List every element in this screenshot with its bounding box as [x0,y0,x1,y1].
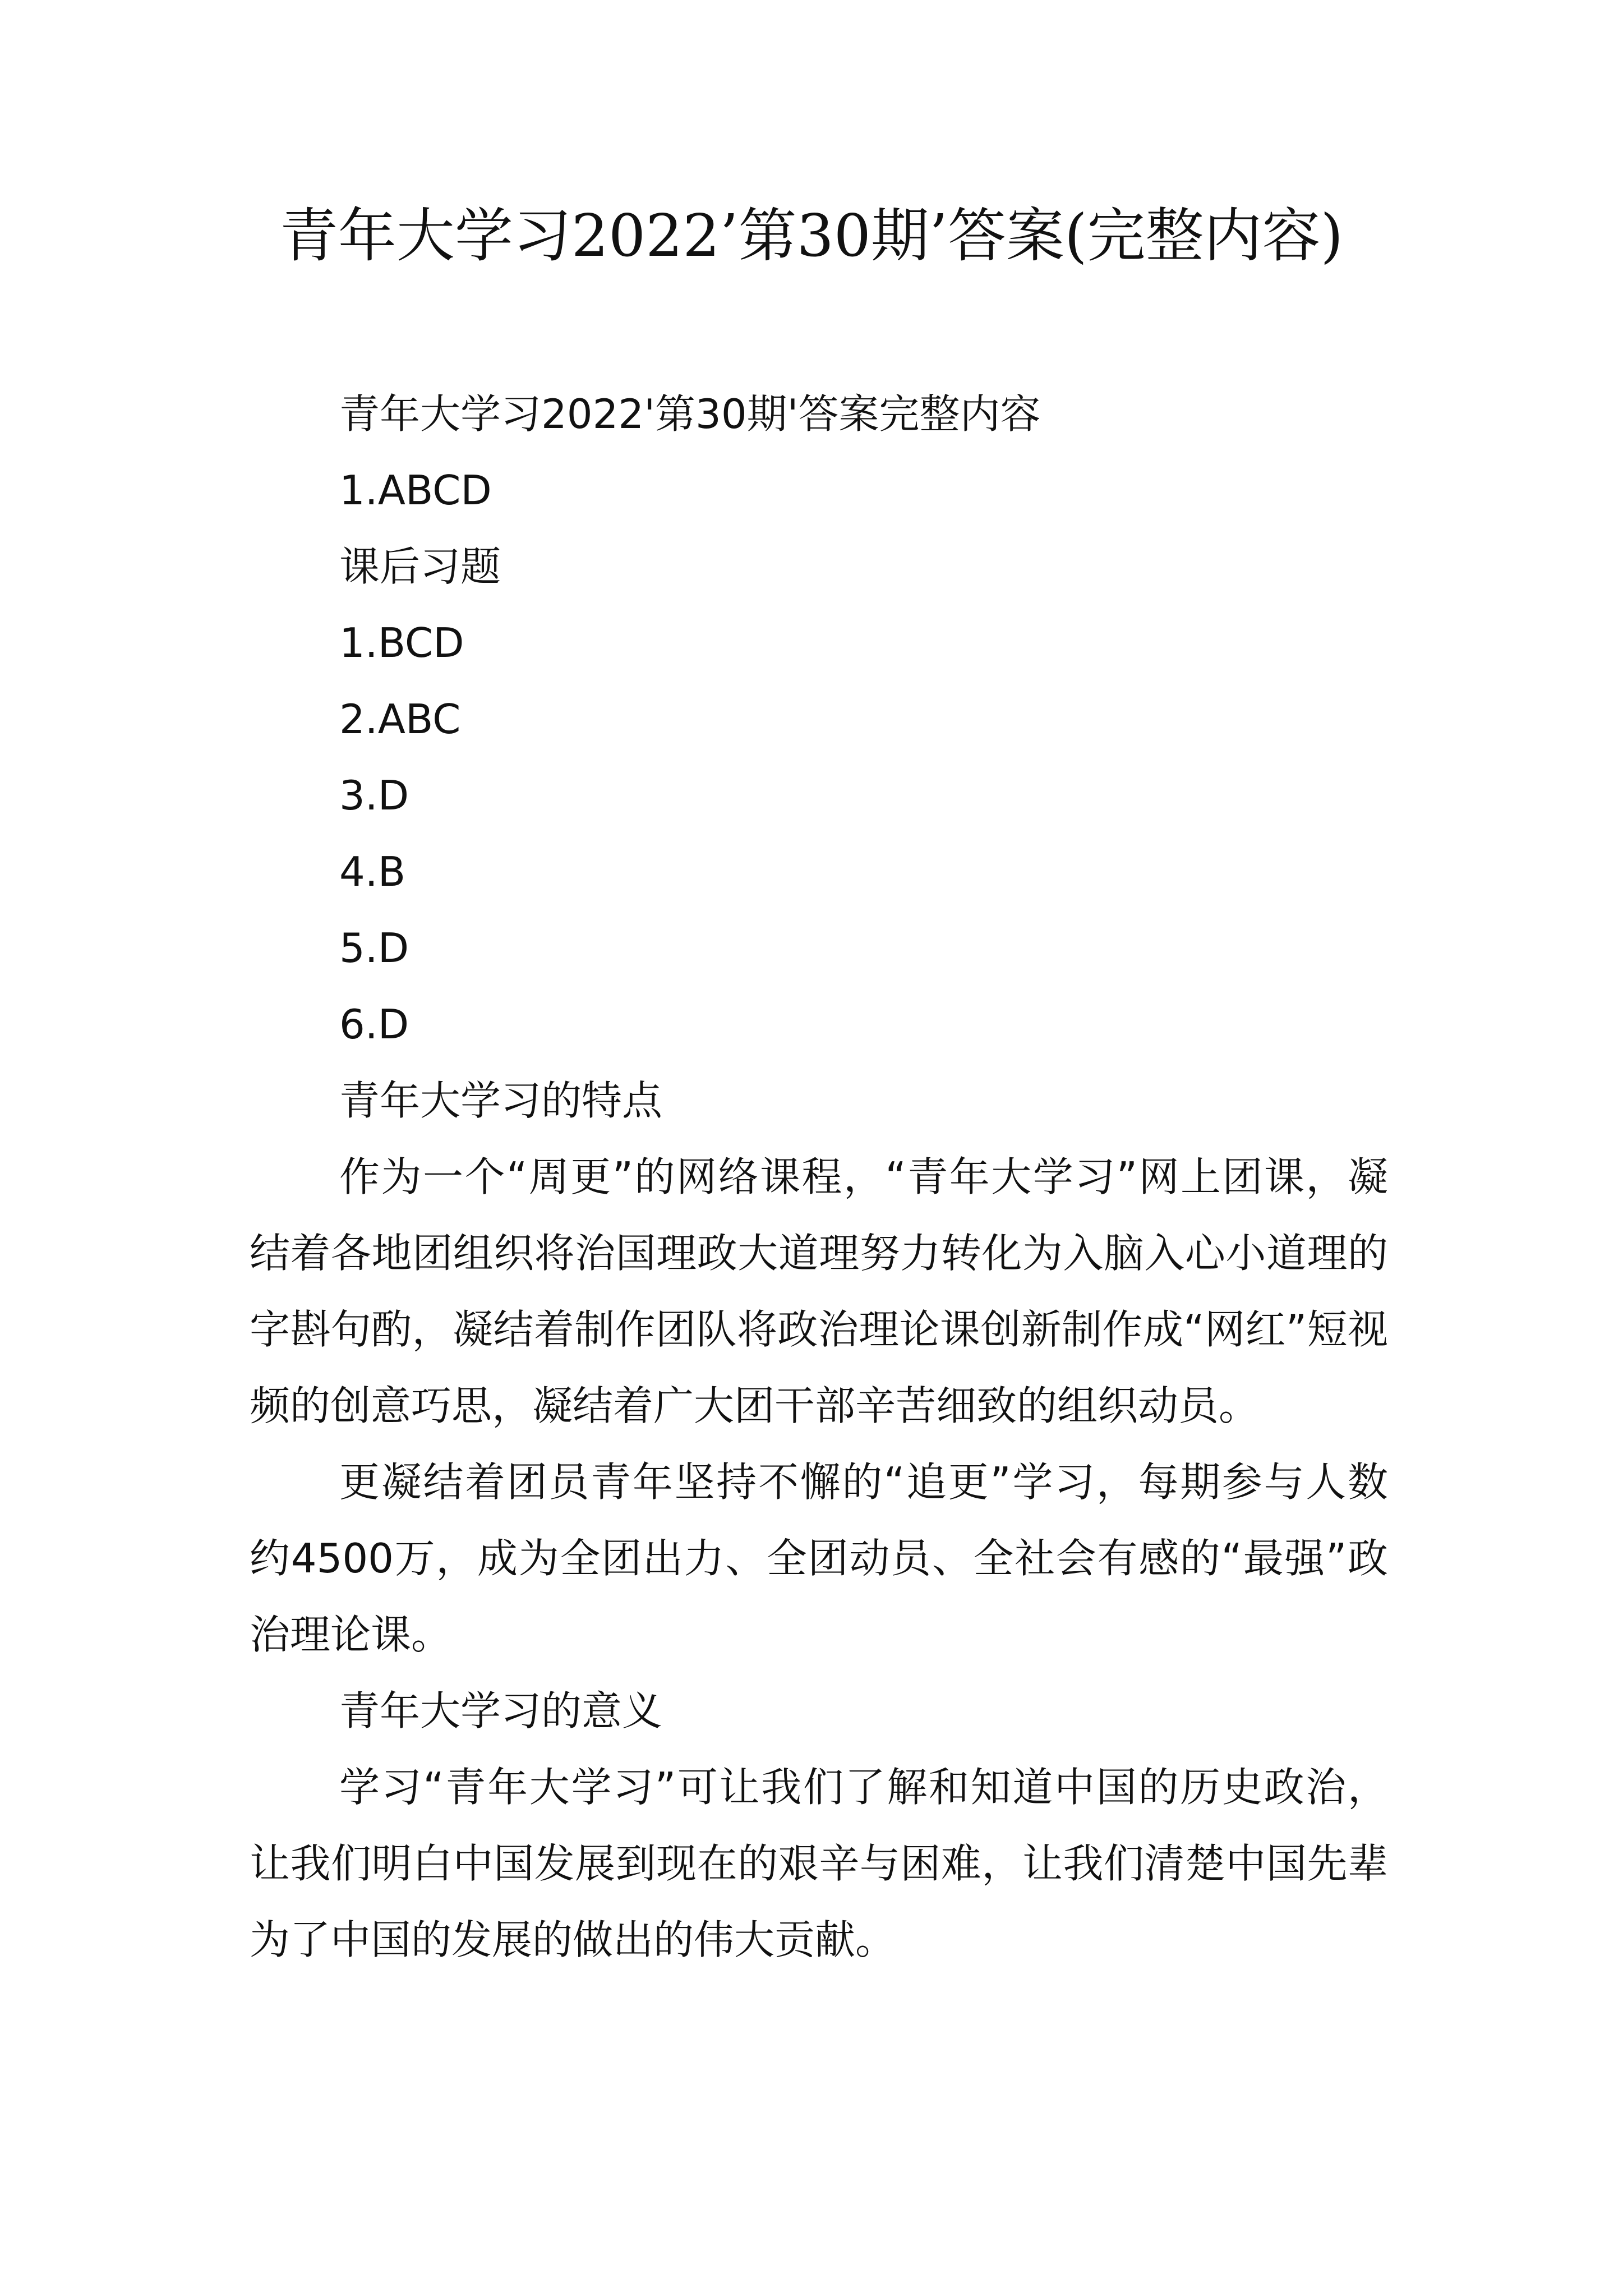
exercise-answer-3: 3.D [339,772,409,819]
exercise-answer-6: 6.D [339,1001,409,1048]
exercise-answer-5: 5.D [339,924,409,972]
features-paragraph-1: 作为一个“周更”的网络课程，“青年大学习”网上团课，凝结着各地团组织将治国理政大道理努力转化为入脑入心小道理的字斟句酌，凝结着制作团队将政治理论课创新制作成“网红”短视频的创意巧思，凝结着广大团干部辛苦细致的组织动员。 [250,1153,1388,1429]
exercise-heading: 课后习题 [339,543,501,590]
answer-line: 1.ABCD [339,467,492,514]
features-heading: 青年大学习的特点 [339,1077,663,1124]
subtitle-line: 青年大学习2022'第30期'答案完整内容 [339,390,1041,438]
document-title: 青年大学习2022’第30期’答案(完整内容) [279,201,1344,270]
features-paragraph-2: 更凝结着团员青年坚持不懈的“追更”学习，每期参与人数约4500万，成为全团出力、全团动员、全社会有感的“最强”政治理论课。 [250,1458,1388,1658]
meaning-heading: 青年大学习的意义 [339,1687,663,1734]
meaning-paragraph: 学习“青年大学习”可让我们了解和知道中国的历史政治，让我们明白中国发展到现在的艰辛与困难，让我们清楚中国先辈为了中国的发展的做出的伟大贡献。 [250,1764,1388,1963]
document-body [250,376,1388,1978]
exercise-answer-4: 4.B [339,848,406,895]
exercise-answer-1: 1.BCD [339,619,464,666]
exercise-answer-2: 2.ABC [339,696,461,743]
